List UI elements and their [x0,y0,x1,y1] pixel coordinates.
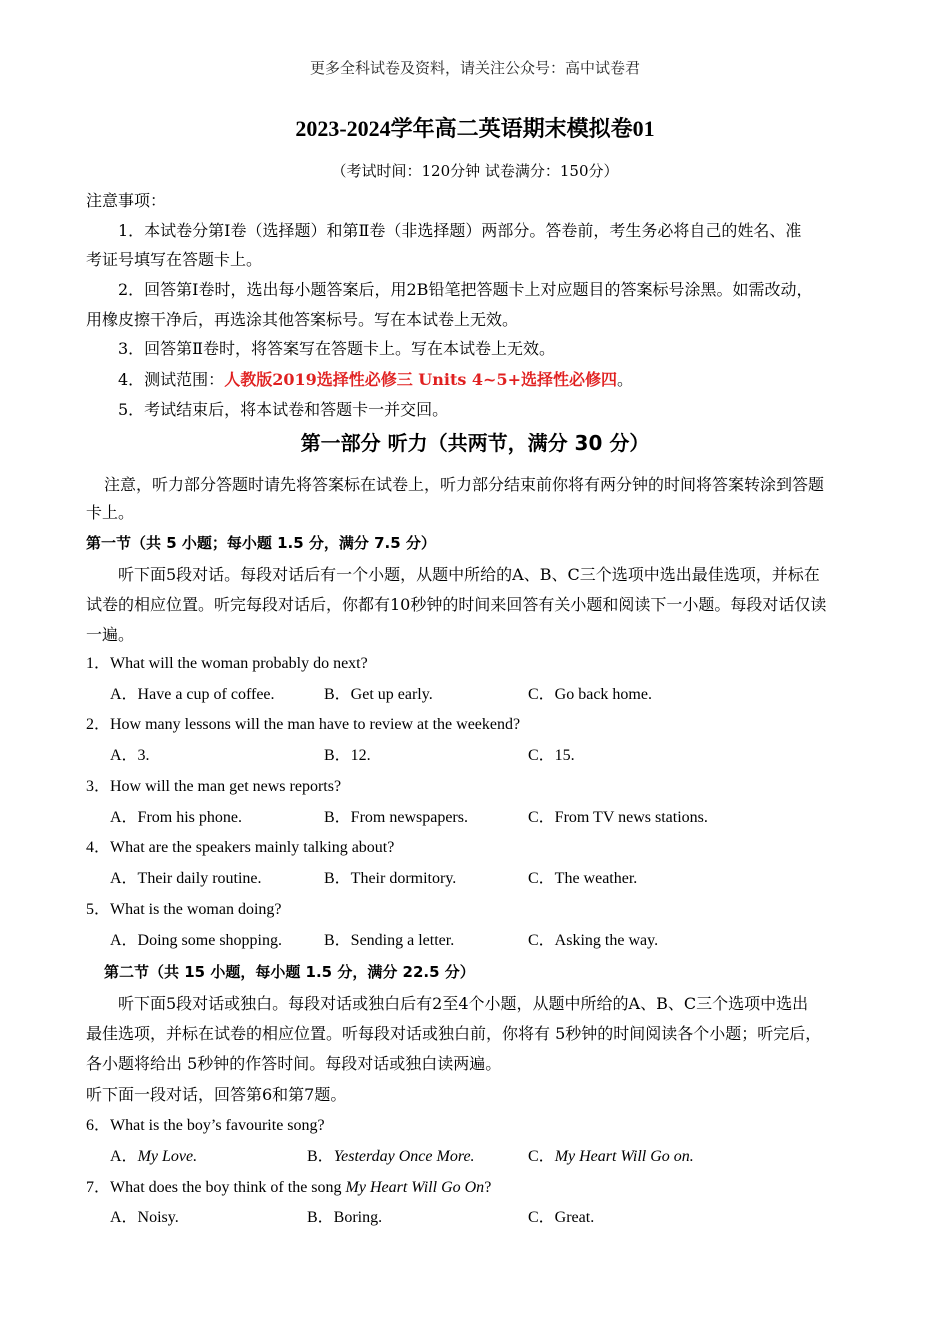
page-header: 更多全科试卷及资料，请关注公众号：高中试卷君 [309,59,640,77]
listen-prompt: 听下面一段对话，回答第6和第7题。 [86,1085,347,1104]
note-1-line2: 考证号填写在答题卡上。 [86,250,263,269]
question-1: 1．What will the woman probably do next? [86,655,368,672]
q3-option-b: B．From newspapers. [324,809,468,826]
q5-option-b: B．Sending a letter. [324,932,455,949]
question-5: 5．What is the woman doing? [86,901,282,918]
q4-option-a: A．Their daily routine. [110,870,262,887]
note-5: 5．考试结束后，将本试卷和答题卡一并交回。 [118,400,449,419]
question-4: 4．What are the speakers mainly talking about? [86,839,395,856]
q6-option-b-letter: B． [307,1148,334,1165]
section1-title: 第一节（共 5 小题；每小题 1.5 分，满分 7.5 分） [86,534,436,552]
q6-option-a-text: My Love. [137,1148,198,1165]
notes-heading: 注意事项： [86,191,167,210]
question-2: 2．How many lessons will the man have to review at the weekend? [86,716,521,733]
note-4-suffix: 。 [617,370,634,389]
q3-option-c: C．From TV news stations. [528,809,708,826]
section2-intro-line2: 最佳选项，并标在试卷的相应位置。听每段对话或独白前，你将有 5秒钟的时间阅读各个小题；听完后， [86,1024,822,1043]
section2-title: 第二节（共 15 小题，每小题 1.5 分，满分 22.5 分） [104,963,475,981]
q7-option-a: A．Noisy. [110,1209,179,1226]
q7-song-title: My Heart Will Go On [345,1179,485,1196]
q5-option-c: C．Asking the way. [528,932,659,949]
note-4 [118,369,898,391]
q6-option-c-text: My Heart Will Go on. [554,1148,694,1165]
q7-suffix: ? [484,1179,492,1196]
note-2-line1: 2．回答第Ⅰ卷时，选出每小题答案后，用2B铅笔把答题卡上对应题目的答案标号涂黑。如需改动， [118,280,813,299]
section2-intro-line3: 各小题将给出 5秒钟的作答时间。每段对话或独白读两遍。 [86,1054,502,1073]
section1-intro-line3: 一遍。 [86,625,135,644]
section2-intro-line1: 听下面5段对话或独白。每段对话或独白后有2至4个小题，从题中所给的A、B、C三个选项中选出 [118,994,809,1013]
exam-info: （考试时间：120分钟 试卷满分：150分） [331,162,619,180]
q2-option-b: B．12. [324,747,371,764]
q6-option-a [110,1146,197,1168]
q1-option-b: B．Get up early. [324,686,433,703]
q5-option-a: A．Doing some shopping. [110,932,283,949]
note-1-line1: 1．本试卷分第Ⅰ卷（选择题）和第Ⅱ卷（非选择题）两部分。答卷前，考生务必将自己的姓名、准 [118,221,802,240]
q6-option-c-letter: C． [528,1148,555,1165]
question-3: 3．How will the man get news reports? [86,778,342,795]
page-title: 2023-2024学年高二英语期末模拟卷01 [295,116,655,141]
q1-option-c: C．Go back home. [528,686,652,703]
note-2-line2: 用橡皮擦干净后，再选涂其他答案标号。写在本试卷上无效。 [86,310,519,329]
q7-prefix: 7．What does the boy think of the song [86,1179,346,1196]
part1-title: 第一部分 听力（共两节，满分 30 分） [300,431,650,455]
note-4-prefix: 4．测试范围： [118,370,225,389]
section1-intro-line1: 听下面5段对话。每段对话后有一个小题，从题中所给的A、B、C三个选项中选出最佳选项，并标在 [118,565,820,584]
q3-option-a: A．From his phone. [110,809,243,826]
q6-option-b-text: Yesterday Once More. [333,1148,475,1165]
part1-note-line2: 卡上。 [86,503,135,522]
q7-option-b: B．Boring. [307,1209,383,1226]
test-scope: 人教版2019选择性必修三 Units 4~5+选择性必修四 [224,370,618,389]
question-6: 6．What is the boy’s favourite song? [86,1117,325,1134]
q6-option-b [307,1146,475,1168]
q2-option-c: C．15. [528,747,575,764]
note-3: 3．回答第Ⅱ卷时，将答案写在答题卡上。写在本试卷上无效。 [118,339,556,358]
q2-option-a: A．3. [110,747,150,764]
q6-option-a-letter: A． [110,1148,138,1165]
section1-intro-line2: 试卷的相应位置。听完每段对话后，你都有10秒钟的时间来回答有关小题和阅读下一小题。每段对话仅读 [86,595,827,614]
q4-option-c: C．The weather. [528,870,638,887]
question-7 [86,1177,866,1199]
part1-note-line1: 注意，听力部分答题时请先将答案标在试卷上，听力部分结束前你将有两分钟的时间将答案转涂到答题 [104,475,825,494]
q1-option-a: A．Have a cup of coffee. [110,686,275,703]
q7-option-c: C．Great. [528,1209,595,1226]
q6-option-c [528,1146,694,1168]
q4-option-b: B．Their dormitory. [324,870,457,887]
